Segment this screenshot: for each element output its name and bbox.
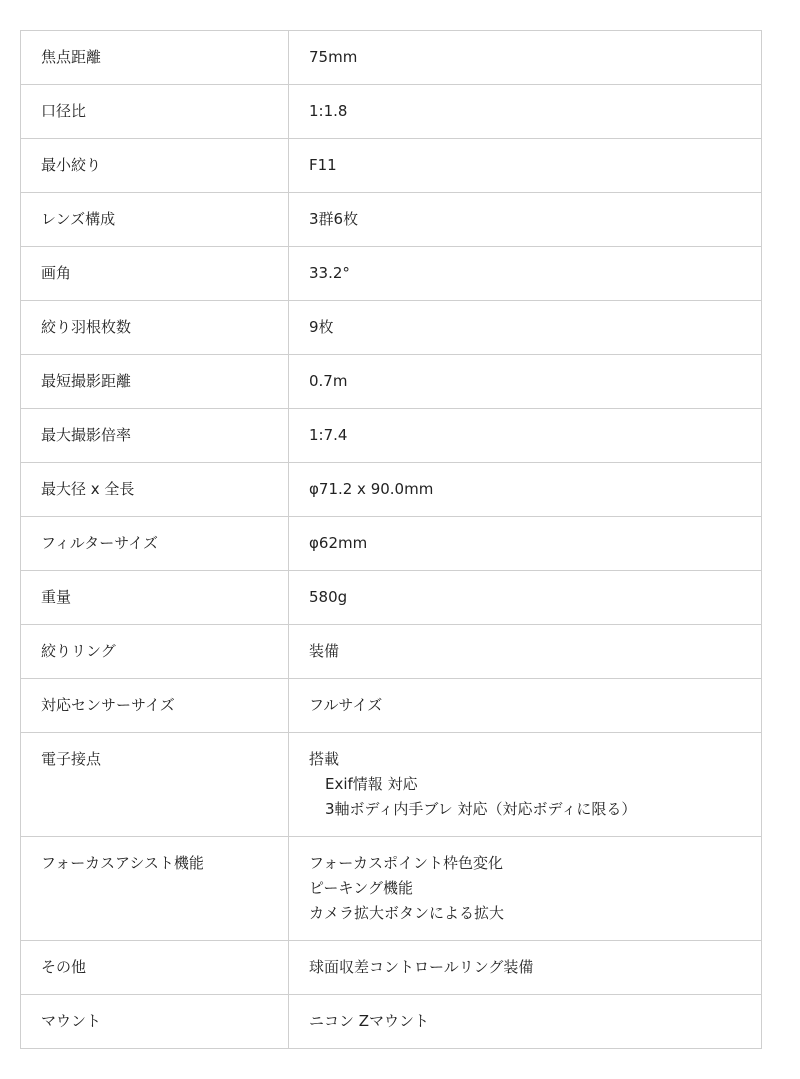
spec-label: 対応センサーサイズ (21, 679, 289, 733)
spec-value (289, 409, 762, 463)
spec-value-line: 球面収差コントロールリング装備 (309, 958, 534, 976)
spec-value (289, 733, 762, 837)
spec-row-min-aperture (21, 139, 762, 193)
spec-value (289, 679, 762, 733)
spec-value (289, 139, 762, 193)
spec-value-line: 搭載 (309, 750, 340, 768)
spec-row-angle-of-view (21, 247, 762, 301)
spec-label: その他 (21, 941, 289, 995)
spec-label: 絞り羽根枚数 (21, 301, 289, 355)
spec-label: 絞りリング (21, 625, 289, 679)
spec-value (289, 85, 762, 139)
spec-row-aperture-ring (21, 625, 762, 679)
spec-value (289, 193, 762, 247)
spec-label: フィルターサイズ (21, 517, 289, 571)
spec-row-other (21, 941, 762, 995)
spec-value-line: 3軸ボディ内手ブレ 対応（対応ボディに限る） (325, 800, 637, 818)
spec-value-line: 0.7m (309, 372, 348, 390)
spec-value-line: 装備 (309, 642, 340, 660)
spec-value (289, 31, 762, 85)
spec-label: フォーカスアシスト機能 (21, 837, 289, 941)
spec-value-line: F11 (309, 156, 337, 174)
spec-row-focal-length (21, 31, 762, 85)
spec-row-focus-assist (21, 837, 762, 941)
spec-value-line: 9枚 (309, 318, 334, 336)
spec-value-line: Exif情報 対応 (325, 775, 418, 793)
spec-value-line: φ62mm (309, 534, 368, 552)
spec-value-line: 1:1.8 (309, 102, 348, 120)
spec-label: 最大撮影倍率 (21, 409, 289, 463)
spec-label: 最短撮影距離 (21, 355, 289, 409)
spec-value (289, 571, 762, 625)
spec-value (289, 517, 762, 571)
spec-value (289, 625, 762, 679)
spec-row-aperture-blades (21, 301, 762, 355)
spec-row-sensor-size (21, 679, 762, 733)
spec-row-dimensions (21, 463, 762, 517)
spec-label: 口径比 (21, 85, 289, 139)
spec-label: 焦点距離 (21, 31, 289, 85)
spec-value-line: カメラ拡大ボタンによる拡大 (309, 904, 505, 922)
spec-label: 最大径 x 全長 (21, 463, 289, 517)
spec-value-line: 3群6枚 (309, 210, 359, 228)
spec-label: レンズ構成 (21, 193, 289, 247)
spec-row-weight (21, 571, 762, 625)
spec-value (289, 837, 762, 941)
spec-value-line: 33.2° (309, 264, 350, 282)
spec-label: マウント (21, 995, 289, 1049)
spec-value (289, 355, 762, 409)
spec-value-line: 75mm (309, 48, 358, 66)
spec-value-line: ピーキング機能 (309, 879, 413, 897)
spec-value-line: φ71.2 x 90.0mm (309, 480, 434, 498)
spec-value-line: フルサイズ (309, 696, 383, 714)
spec-label: 最小絞り (21, 139, 289, 193)
spec-value (289, 941, 762, 995)
spec-value-line: ニコン Zマウント (309, 1012, 430, 1030)
spec-value-line: フォーカスポイント枠色変化 (309, 854, 503, 872)
spec-row-aperture-ratio (21, 85, 762, 139)
spec-label: 重量 (21, 571, 289, 625)
spec-value-line: 1:7.4 (309, 426, 348, 444)
spec-label: 画角 (21, 247, 289, 301)
spec-label: 電子接点 (21, 733, 289, 837)
spec-row-min-focus-distance (21, 355, 762, 409)
spec-row-max-magnification (21, 409, 762, 463)
spec-row-filter-size (21, 517, 762, 571)
spec-value (289, 995, 762, 1049)
spec-value (289, 463, 762, 517)
spec-value-line: 580g (309, 588, 348, 606)
spec-value (289, 247, 762, 301)
spec-row-mount (21, 995, 762, 1049)
spec-row-electronic-contacts (21, 733, 762, 837)
spec-table (20, 30, 762, 1049)
spec-row-lens-construction (21, 193, 762, 247)
spec-value (289, 301, 762, 355)
